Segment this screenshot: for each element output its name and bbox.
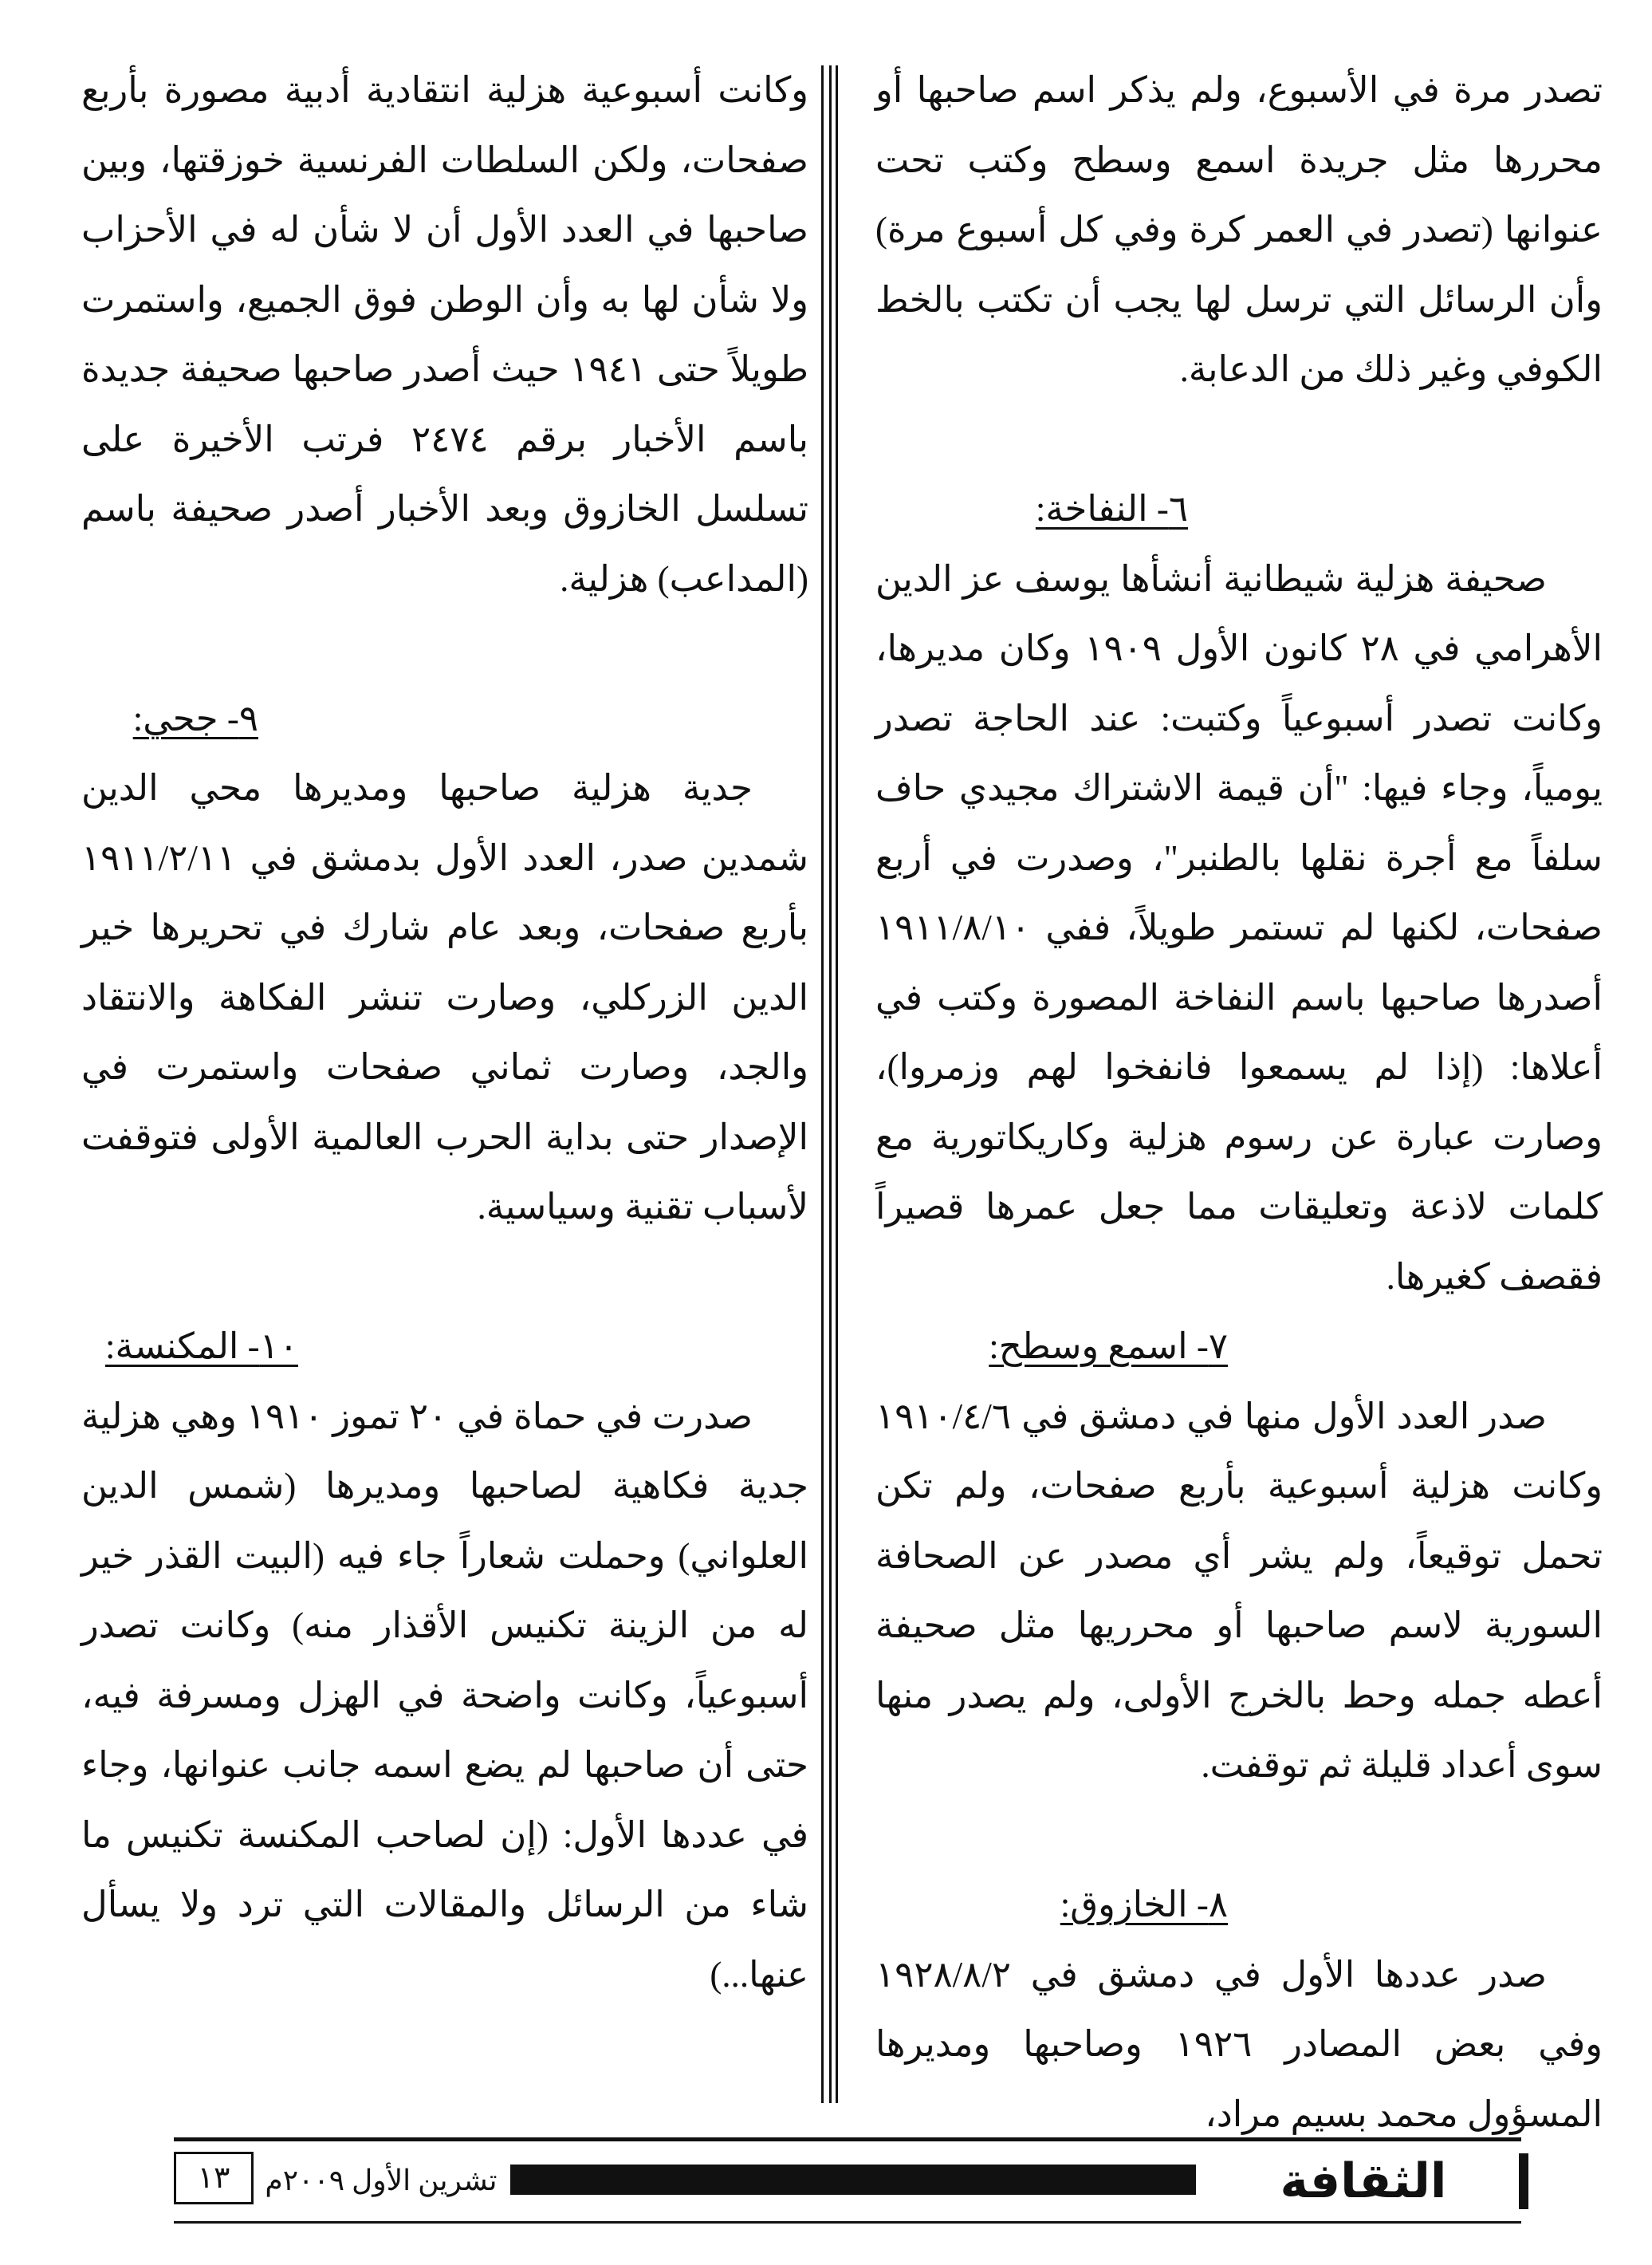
left-intro-paragraph: وكانت أسبوعية هزلية انتقادية أدبية مصورة بأربع صفحات، ولكن السلطات الفرنسية خوزقتها، وبين صاحبها في العدد الأول أن لا شأن له في الأحزاب ولا شأن لها به وأن الوطن فوق الجميع، واستمرت طويلاً حتى ١٩٤١ حيث أصدر صاحبها صحيفة جديدة باسم الأخبار برقم ٢٤٧٤ فرتب الأخيرة على تسلسل الخازوق وبعد الأخبار أصدر صحيفة باسم (المداعب) هزلية. [81, 70, 809, 599]
right-intro-paragraph: تصدر مرة في الأسبوع، ولم يذكر اسم صاحبها أو محررها مثل جريدة اسمع وسطح وكتب تحت عنوانها (تصدر في العمر كرة وفي كل أسبوع مرة) وأن الرسائل التي ترسل لها يجب أن تكتب بالخط الكوفي وغير ذلك من الدعابة. [875, 70, 1603, 389]
footer-top-rule [174, 2137, 1521, 2141]
left-column [81, 56, 808, 2010]
column-divider-line [821, 65, 824, 2103]
footer-bottom-rule [174, 2221, 1521, 2224]
section-10-heading: ١٠- المكنسة: [104, 1326, 298, 1366]
section-8-text: صدر عددها الأول في دمشق في ١٩٢٨/٨/٢ وفي بعض المصادر ١٩٢٦ وصاحبها ومديرها المسؤول محمد بسيم مراد، [875, 1954, 1603, 2134]
section-6-heading: ٦- النفاخة: [1035, 489, 1188, 529]
page-number: ١٣ [174, 2152, 254, 2204]
section-9-text: جدية هزلية صاحبها ومديرها محي الدين شمدين صدر، العدد الأول بدمشق في ١٩١١/٢/١١ بأربع صفحات، وبعد عام شارك في تحريرها خير الدين الزركلي، وصارت تنشر الفكاهة والانتقاد والجد، وصارت ثماني صفحات واستمرت في الإصدار حتى بداية الحرب العالمية الأولى فتوقفت لأسباب تقنية وسياسية. [81, 768, 808, 1227]
section-6-text: صحيفة هزلية شيطانية أنشأها يوسف عز الدين الأهرامي في ٢٨ كانون الأول ١٩٠٩ وكان مديرها، وكانت تصدر أسبوعياً وكتبت: عند الحاجة تصدر يومياً، وجاء فيها: "أن قيمة الاشتراك مجيدي حاف سلفاً مع أجرة نقلها بالطنبر"، وصدرت في أربع صفحات، لكنها لم تستمر طويلاً، ففي ١٩١١/٨/١٠ أصدرها صاحبها باسم النفاخة المصورة وكتب في أعلاها: (إذا لم يسمعوا فانفخوا لهم وزمروا)، وصارت عبارة عن رسوم هزلية وكاريكاتورية مع كلمات لاذعة وتعليقات مما جعل عمرها قصيراً فقصف كغيرها. [875, 558, 1603, 1297]
issue-date: تشرين الأول ٢٠٠٩م [265, 2165, 498, 2196]
section-9-heading: ٩- جحي: [132, 698, 258, 739]
section-7-text: صدر العدد الأول منها في دمشق في ١٩١٠/٤/٦ وكانت هزلية أسبوعية بأربع صفحات، ولم تكن تحمل توقيعاً، ولم يشر أي مصدر عن الصحافة السورية لاسم صاحبها أو محرريها مثل صحيفة أعطه جمله وحط بالخرج الأولى، ولم يصدر منها سوى أعداد قليلة ثم توقفت. [875, 1396, 1603, 1785]
column-divider-line [836, 65, 838, 2103]
section-8-heading: ٨- الخازوق: [1060, 1885, 1228, 1924]
footer-bar-right [510, 2165, 1196, 2195]
section-10-text: صدرت في حماة في ٢٠ تموز ١٩١٠ وهي هزلية جدية فكاهية لصاحبها ومديرها (شمس الدين العلواني) وحملت شعاراً جاء فيه (البيت القذر خير له من الزينة تكنيس الأقذار منه) وكانت تصدر أسبوعياً، وكانت واضحة في الهزل ومسرفة فيه، حتى أن صاحبها لم يضع اسمه جانب عنوانها، وجاء في عددها الأول: (إن لصاحب المكنسة تكنيس ما شاء من الرسائل والمقالات التي ترد ولا يسأل عنها...) [81, 1396, 808, 1995]
section-7-heading: ٧- اسمع وسطح: [989, 1326, 1228, 1366]
column-divider-line [829, 65, 832, 2103]
right-column [875, 56, 1603, 2149]
magazine-logo: الثقافة [1280, 2153, 1447, 2209]
